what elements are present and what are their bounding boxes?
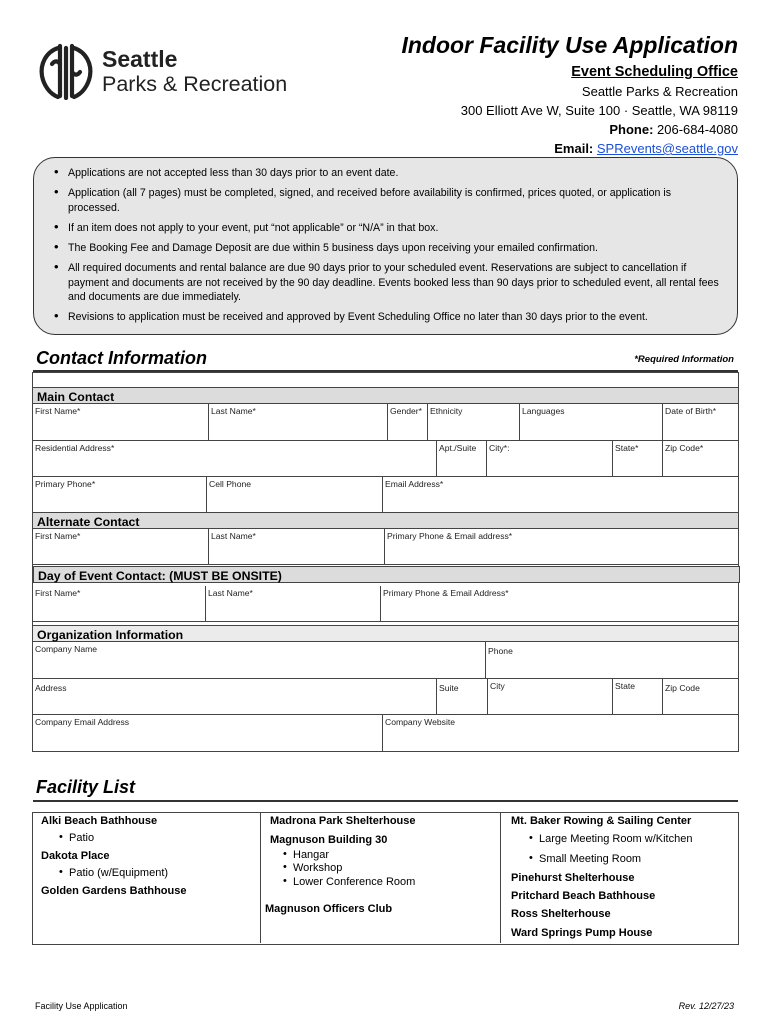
main-gender-field[interactable]: Gender* bbox=[387, 404, 427, 441]
facility-item: Dakota Place bbox=[41, 850, 110, 862]
doe-phone-email-field[interactable]: Primary Phone & Email Address* bbox=[380, 586, 738, 622]
email-link[interactable]: SPRevents@seattle.gov bbox=[596, 141, 738, 156]
org-zip-field[interactable]: Zip Code bbox=[662, 679, 738, 715]
office-address: 300 Elliott Ave W, Suite 100 · Seattle, WA 98119 bbox=[460, 103, 738, 118]
main-state-field[interactable]: State* bbox=[612, 441, 662, 477]
facility-column-1 bbox=[33, 813, 260, 943]
facility-item: Magnuson Building 30 bbox=[270, 834, 388, 846]
facility-item: Golden Gardens Bathhouse bbox=[41, 885, 187, 897]
main-dob-field[interactable]: Date of Birth* bbox=[662, 404, 738, 441]
doe-last-name-field[interactable]: Last Name* bbox=[205, 586, 380, 622]
office-phone bbox=[401, 122, 738, 137]
logo-text-seattle: Seattle bbox=[102, 46, 178, 72]
main-city-field[interactable]: City*: bbox=[486, 441, 612, 477]
org-suite-field[interactable]: Suite bbox=[436, 679, 487, 715]
main-address-field[interactable]: Residential Address* bbox=[33, 441, 436, 477]
main-cell-phone-field[interactable]: Cell Phone bbox=[206, 477, 382, 513]
office-email bbox=[401, 141, 738, 156]
email-label: Email: bbox=[554, 141, 594, 156]
alternate-contact-header: Alternate Contact bbox=[33, 512, 738, 529]
footer-revision: Rev. 12/27/23 bbox=[678, 1001, 734, 1011]
facility-item: Pinehurst Shelterhouse bbox=[511, 872, 635, 884]
day-of-event-header: Day of Event Contact: (MUST BE ONSITE) bbox=[33, 566, 740, 583]
facility-subitem: • Patio bbox=[41, 832, 94, 844]
notice-item: • The Booking Fee and Damage Deposit are due within 5 business days upon receiving your emailed confirmation. bbox=[64, 241, 721, 256]
facility-item: Alki Beach Bathhouse bbox=[41, 815, 158, 827]
org-state-field[interactable]: State bbox=[612, 679, 662, 715]
facility-item: Magnuson Officers Club bbox=[265, 903, 393, 915]
seattle-seal-icon bbox=[38, 42, 94, 100]
org-city-field[interactable]: City bbox=[487, 679, 612, 715]
facility-section-title: Facility List bbox=[36, 777, 136, 797]
notice-item: • All required documents and rental balance are due 90 days prior to your scheduled event. Reservations are subject to cancellation if payment and documents are not received by the 90 day deadline. Events booked less than 90 days prior to scheduled event, all rental fees and documents are due immediately. bbox=[64, 261, 721, 305]
main-apt-field[interactable]: Apt./Suite bbox=[436, 441, 486, 477]
office-name: Event Scheduling Office bbox=[571, 64, 738, 80]
notice-item: • If an item does not apply to your event, put “not applicable” or “N/A” in that box. bbox=[64, 221, 721, 236]
phone-label: Phone: bbox=[609, 122, 654, 137]
notice-box bbox=[33, 157, 738, 335]
facility-list bbox=[32, 812, 739, 945]
facility-item: Ward Springs Pump House bbox=[511, 927, 653, 939]
main-email-field[interactable]: Email Address* bbox=[382, 477, 738, 513]
contact-section-title: Contact Information bbox=[36, 348, 207, 368]
required-note: *Required Information bbox=[634, 354, 734, 365]
facility-subitem: • Lower Conference Room bbox=[265, 876, 415, 888]
facility-subitem: • Small Meeting Room bbox=[511, 853, 641, 865]
org-address-field[interactable]: Address bbox=[33, 679, 436, 715]
org-website-field[interactable]: Company Website bbox=[382, 715, 738, 751]
organization-header: Organization Information bbox=[33, 625, 738, 642]
main-contact-header: Main Contact bbox=[33, 387, 738, 404]
main-primary-phone-field[interactable]: Primary Phone* bbox=[33, 477, 206, 513]
alt-last-name-field[interactable]: Last Name* bbox=[208, 529, 384, 565]
facility-subitem: • Patio (w/Equipment) bbox=[41, 867, 168, 879]
main-first-name-field[interactable]: First Name* bbox=[33, 404, 208, 441]
facility-item: Madrona Park Shelterhouse bbox=[270, 815, 416, 827]
main-ethnicity-field[interactable]: Ethnicity bbox=[427, 404, 519, 441]
alt-first-name-field[interactable]: First Name* bbox=[33, 529, 208, 565]
phone-value: 206-684-4080 bbox=[657, 122, 738, 137]
facility-column-2 bbox=[260, 813, 500, 943]
org-email-field[interactable]: Company Email Address bbox=[35, 717, 130, 727]
main-languages-field[interactable]: Languages bbox=[519, 404, 662, 441]
doe-first-name-field[interactable]: First Name* bbox=[33, 586, 205, 622]
facility-column-3 bbox=[500, 813, 737, 943]
org-phone-field[interactable]: Phone bbox=[485, 642, 738, 679]
facility-subitem: • Hangar bbox=[265, 849, 329, 861]
contact-form bbox=[32, 372, 739, 752]
footer-doc-name: Facility Use Application bbox=[35, 1001, 128, 1011]
facility-item: Ross Shelterhouse bbox=[511, 908, 611, 920]
facility-section-rule bbox=[33, 800, 738, 802]
facility-item: Mt. Baker Rowing & Sailing Center bbox=[511, 815, 692, 827]
notice-item: • Applications are not accepted less than 30 days prior to an event date. bbox=[64, 166, 721, 181]
facility-subitem: • Large Meeting Room w/Kitchen bbox=[511, 833, 692, 845]
notice-item: • Application (all 7 pages) must be completed, signed, and received before availability is confirmed, prices quoted, or application is processed. bbox=[64, 186, 721, 215]
facility-subitem: • Workshop bbox=[265, 862, 342, 874]
notice-item: • Revisions to application must be received and approved by Event Scheduling Office no later than 30 days prior to the event. bbox=[64, 310, 721, 325]
notice-list bbox=[64, 166, 721, 325]
main-zip-field[interactable]: Zip Code* bbox=[662, 441, 738, 477]
org-line: Seattle Parks & Recreation bbox=[581, 84, 738, 99]
alt-phone-email-field[interactable]: Primary Phone & Email address* bbox=[384, 529, 738, 565]
logo-text-parks: Parks & Recreation bbox=[102, 72, 288, 96]
facility-item: Pritchard Beach Bathhouse bbox=[511, 890, 656, 902]
main-last-name-field[interactable]: Last Name* bbox=[208, 404, 387, 441]
seattle-parks-logo bbox=[38, 42, 298, 100]
header-info bbox=[401, 32, 738, 156]
page-title: Indoor Facility Use Application bbox=[401, 32, 738, 58]
org-company-name-field[interactable]: Company Name bbox=[33, 642, 485, 679]
